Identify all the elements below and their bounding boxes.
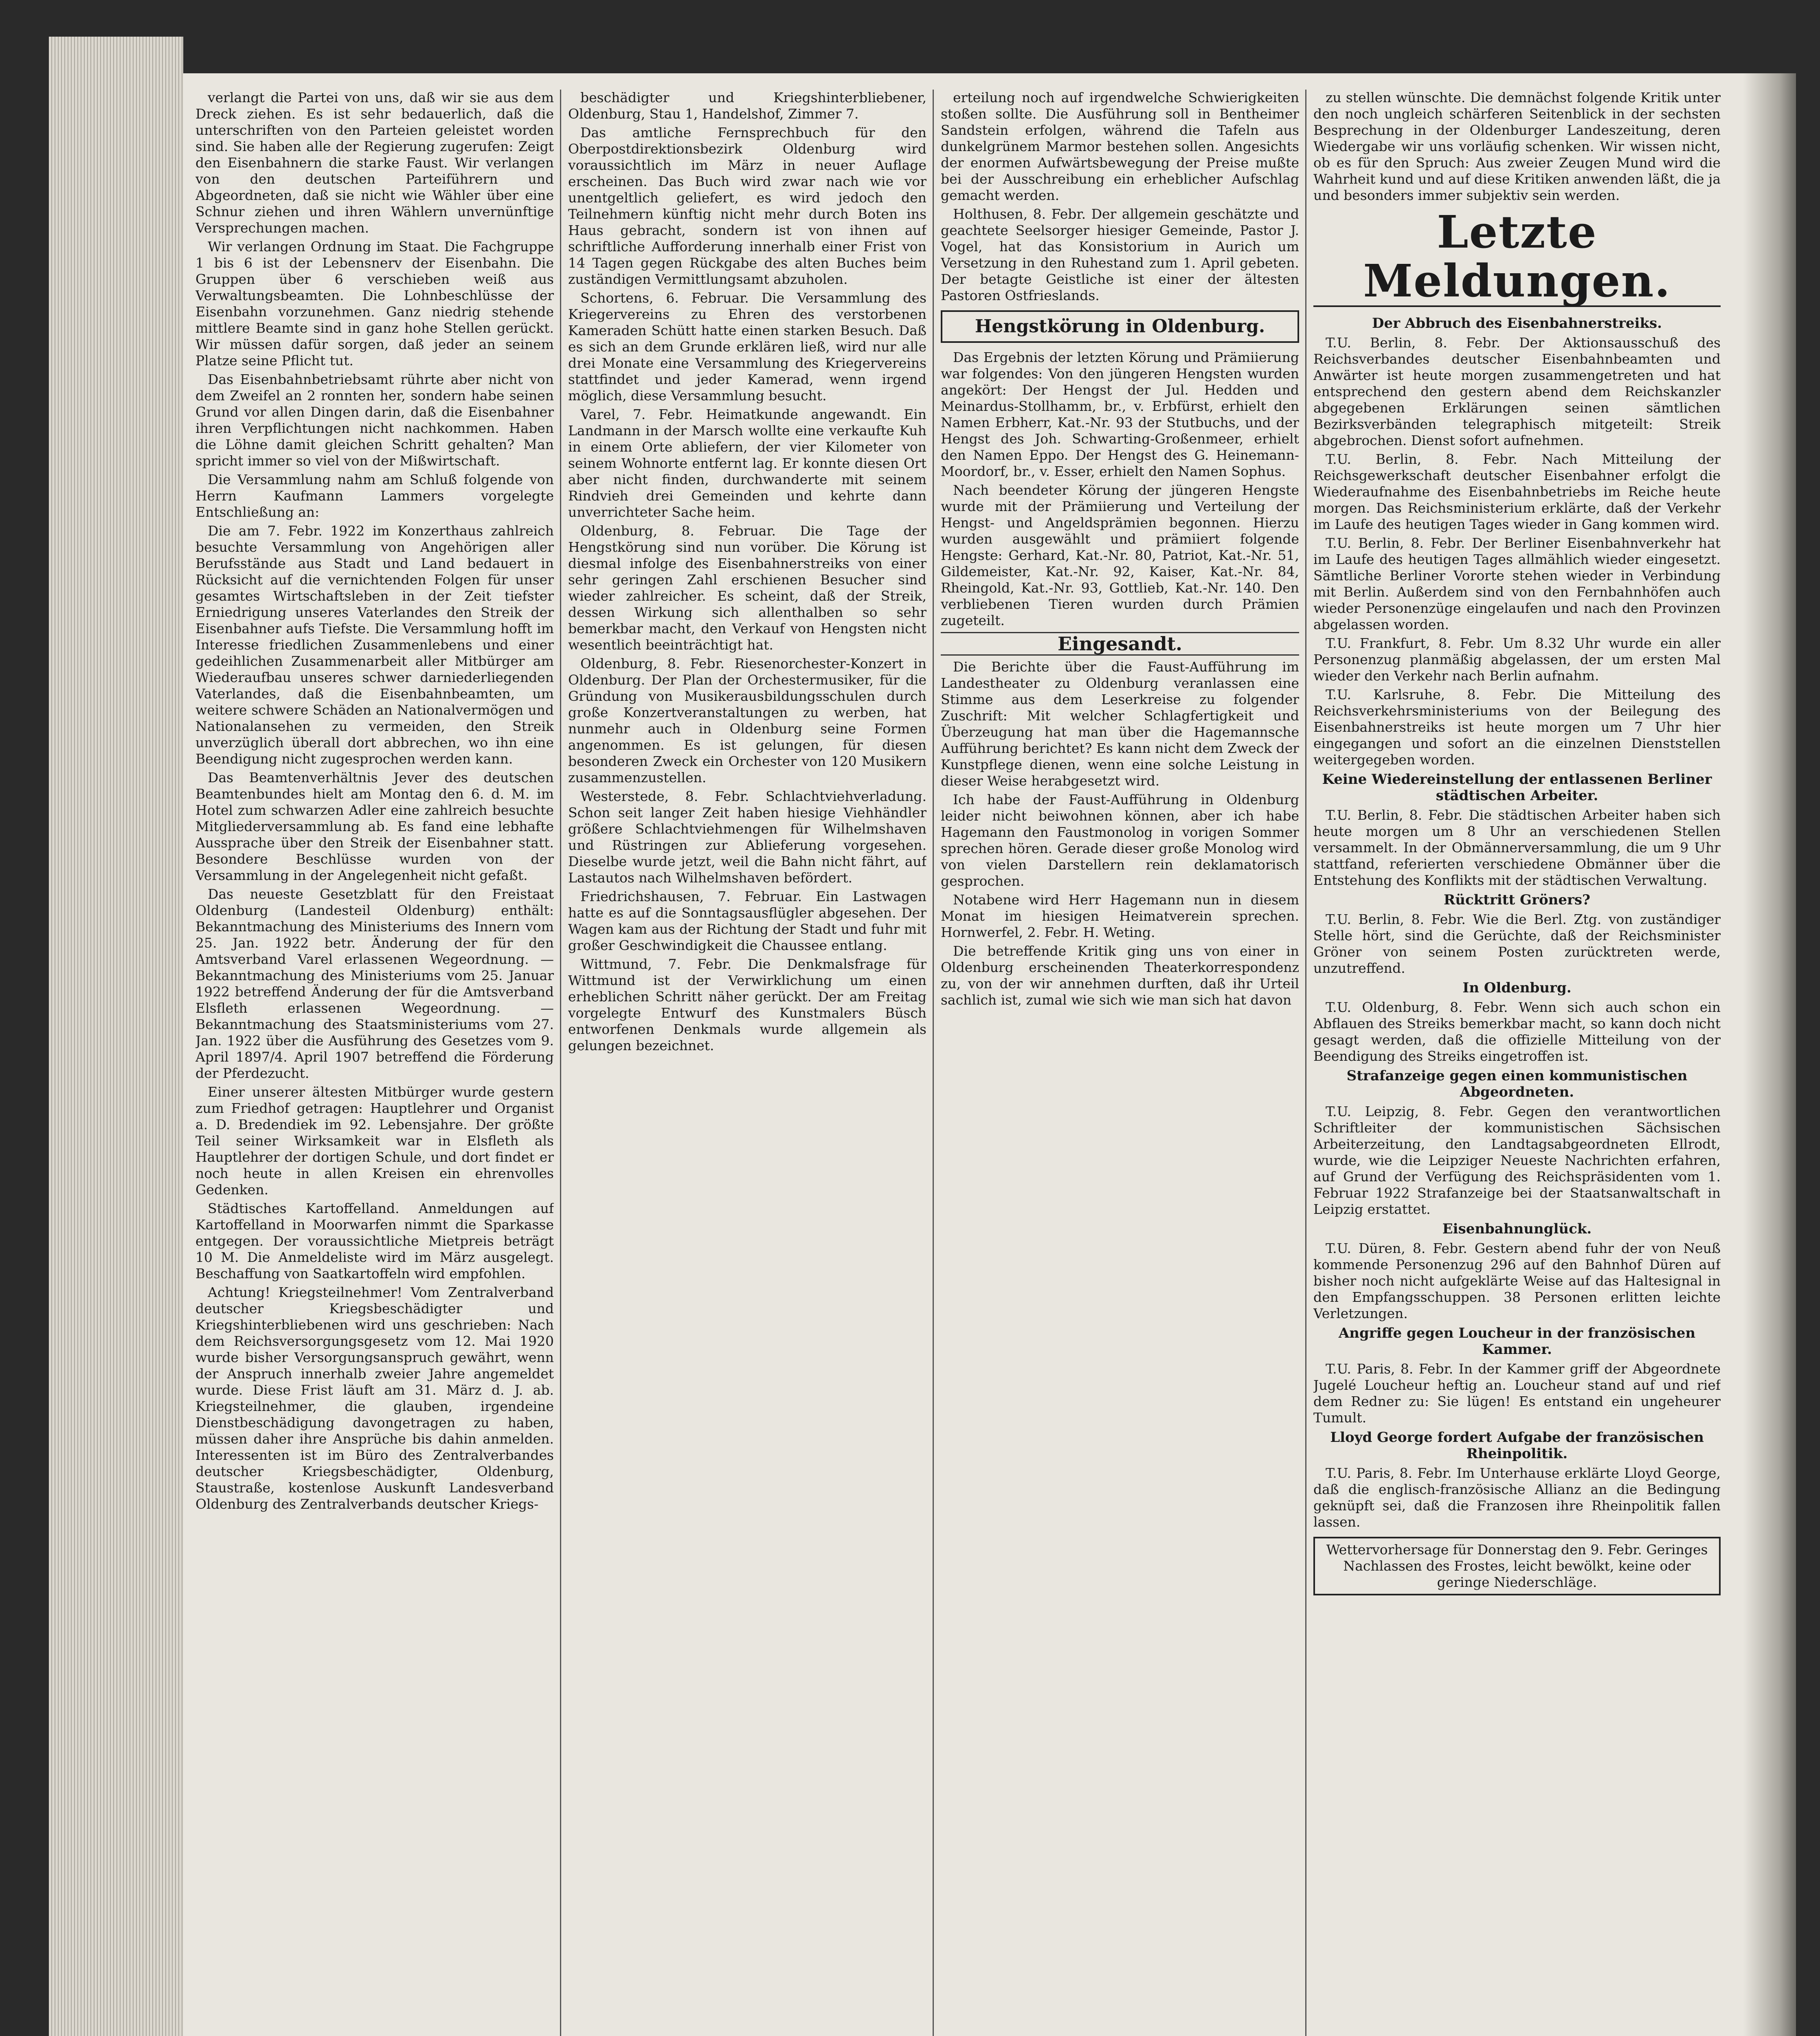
article-paragraph: beschädigter und Kriegshinterbliebener, Oldenburg, Stau 1, Handelshof, Zimmer 7. bbox=[568, 90, 926, 122]
article-paragraph: Varel, 7. Febr. Heimatkunde angewandt. Ein Landmann in der Marsch wollte eine verkaufte Kuh in einem Orte abliefern, der vier Kilometer von seinem Wohnorte entfernt lag. Er konnte diesen Ort aber nicht finden, durchwanderte mit seinem Rindvieh drei Gemeinden und kehrte dann unverrichteter Sache heim. bbox=[568, 406, 926, 520]
article-paragraph: erteilung noch auf irgendwelche Schwierigkeiten stoßen sollte. Die Ausführung soll in Bentheimer Sandstein erfolgen, während die Tafeln aus dunkelgrünem Marmor bestehen sollen. Angesichts der enormen Aufwärtsbewegung der Preise mußte bei der Ausschreibung ein erheblicher Aufschlag gemacht werden. bbox=[941, 90, 1299, 203]
news-item: T.U. Berlin, 8. Febr. Der Berliner Eisenbahnverkehr hat im Laufe des heutigen Tages allmählich wieder eingesetzt. Sämtliche Berliner Vororte stehen wieder in Verbindung mit Berlin. Außerdem sind von den Fernbahnhöfen auch wieder Personenzüge eingelaufen und nach den Provinzen abgelassen worden. bbox=[1313, 535, 1721, 632]
subheading: Angriffe gegen Loucheur in der französischen Kammer. bbox=[1338, 1325, 1696, 1358]
article-paragraph: Einer unserer ältesten Mitbürger wurde gestern zum Friedhof getragen: Hauptlehrer und Organist a. D. Bredendiek im 92. Lebensjahre. Der größte Teil seiner Wirksamkeit war in Elsfleth als Hauptlehrer der dortigen Schule, und dort findet er noch heute in allen Kreisen ein ehrenvolles Gedenken. bbox=[195, 1084, 554, 1198]
signature-paragraph: Notabene wird Herr Hagemann nun in diesem Monat im hiesigen Heimatverein sprechen. Hornwerfel, 2. Febr. H. Weting. bbox=[941, 892, 1299, 940]
article-paragraph: Das Beamtenverhältnis Jever des deutschen Beamtenbundes hielt am Montag den 6. d. M. im Hotel zum schwarzen Adler eine zahlreich besuchte Mitgliederversammlung ab. Es fand eine lebhafte Aussprache über den Streik der Eisenbahner statt. Besondere Beschlüsse wurden von der Versammlung in der Angelegenheit nicht gefaßt. bbox=[195, 770, 554, 883]
article-paragraph: Die Berichte über die Faust-Aufführung im Landestheater zu Oldenburg veranlassen eine Stimme aus dem Leserkreise zu folgender Zuschrift: Mit welcher Schlagfertigkeit und Überzeugung hat man über die Hagemannsche Aufführung berichtet? Es kann nicht dem Zweck der Kunstpflege dienen, wenn eine solche Leistung in dieser Weise herabgesetzt wird. bbox=[941, 659, 1299, 789]
subheading: Strafanzeige gegen einen kommunistischen Abgeordneten. bbox=[1346, 1068, 1688, 1100]
news-item: T.U. Berlin, 8. Febr. Die städtischen Arbeiter haben sich heute morgen um 8 Uhr an verschiedenen Stellen versammelt. In der Obmännerversammlung, die um 9 Uhr stattfand, referierten verschiedene Obmänner über die Entstehung des Konflikts mit der städtischen Verwaltung. bbox=[1313, 807, 1721, 888]
subheading: Lloyd George fordert Aufgabe der französischen Rheinpolitik. bbox=[1330, 1429, 1704, 1462]
news-item: T.U. Paris, 8. Febr. Im Unterhause erklärte Lloyd George, daß die englisch-französische Allianz an die Bedingung geknüpft sei, daß die Franzosen ihre Rheinpolitik fallen lassen. bbox=[1313, 1465, 1721, 1530]
news-item: T.U. Berlin, 8. Febr. Nach Mitteilung der Reichsgewerkschaft deutscher Eisenbahner erfolgt die Wiederaufnahme des Eisenbahnbetriebs im Reiche heute morgen. Das Reichsministerium erklärte, daß der Verkehr im Laufe des heutigen Tages wieder in Gang kommen wird. bbox=[1313, 451, 1721, 532]
news-item: T.U. Oldenburg, 8. Febr. Wenn sich auch schon ein Abflauen des Streiks bemerkbar macht, so kann doch nicht gesagt werden, daß die offizielle Mitteilung von der Beendigung des Streiks eingetroffen ist. bbox=[1313, 999, 1721, 1064]
column-2 bbox=[568, 90, 926, 2036]
article-paragraph: Das Eisenbahnbetriebsamt rührte aber nicht von dem Zweifel an 2 ronnten her, sondern habe seinen Grund vor allen Dingen darin, daß die Eisenbahner ihren Verpflichtungen nicht nachkommen. Haben die Löhne damit gleichen Schritt gehalten? Man spricht immer so viel von der Mißwirtschaft. bbox=[195, 371, 554, 469]
news-item: T.U. Düren, 8. Febr. Gestern abend fuhr der von Neuß kommende Personenzug 296 auf den Bahnhof Düren auf bisher noch nicht aufgeklärte Weise auf das Haltesignal in den Empfangsschuppen. 38 Personen erlitten leichte Verletzungen. bbox=[1313, 1240, 1721, 1321]
news-item: T.U. Berlin, 8. Febr. Der Aktionsausschuß des Reichsverbandes deutscher Eisenbahnbeamten und Anwärter ist heute morgen zusammengetreten und hat entsprechend den gestern abend dem Reichskanzler abgegebenen Erklärungen seinen sämtlichen Bezirksverbänden telegraphisch mitgeteilt: Streik abgebrochen. Dienst sofort aufnehmen. bbox=[1313, 335, 1721, 448]
newspaper-page bbox=[183, 73, 1796, 2036]
column-3 bbox=[941, 90, 1299, 2036]
page-stack-edge bbox=[49, 37, 183, 2036]
article-paragraph: Das neueste Gesetzblatt für den Freistaat Oldenburg (Landesteil Oldenburg) enthält: Bekanntmachung des Ministeriums des Innern vom 25. Jan. 1922 betr. Änderung der für den Amtsverband Varel erlassenen Wegeordnung. — Bekanntmachung des Ministeriums vom 25. Januar 1922 betreffend Änderung der für die Amtsverband Elsfleth erlassenen Wegeordnung. — Bekanntmachung des Staatsministeriums vom 27. Jan. 1922 über die Ausführung des Gesetzes vom 9. April 1897/4. April 1907 betreffend die Förderung der Pferdezucht. bbox=[195, 886, 554, 1081]
article-paragraph: Nach beendeter Körung der jüngeren Hengste wurde mit der Prämiierung und Verteilung der Hengst- und Angeldsprämien begonnen. Hierzu wurden ausgewählt und prämiiert folgende Hengste: Gerhard, Kat.-Nr. 80, Patriot, Kat.-Nr. 51, Gildemeister, Kat.-Nr. 92, Kaiser, Kat.-Nr. 84, Rheingold, Kat.-Nr. 93, Gottlieb, Kat.-Nr. 140. Den verbliebenen Tieren wurden durch Prämien zugeteilt. bbox=[941, 482, 1299, 628]
column-rule bbox=[560, 90, 561, 2036]
article-paragraph: Die Versammlung nahm am Schluß folgende von Herrn Kaufmann Lammers vorgelegte Entschließung an: bbox=[195, 472, 554, 520]
article-paragraph: verlangt die Partei von uns, daß wir sie aus dem Dreck ziehen. Es ist sehr bedauerlich, daß die unterschriften von den Parteien geleistet worden sind. Sie haben alle der Regierung zugerufen: Zeigt den Eisenbahnern die starke Faust. Wir verlangen von den deutschen Parteiführern und Abgeordneten, daß sie nicht wie Wähler über eine Schnur ziehen und ihren Wählern unvernünftige Versprechungen machen. bbox=[195, 90, 554, 236]
news-item: T.U. Leipzig, 8. Febr. Gegen den verantwortlichen Schriftleiter der kommunistischen Sächsischen Arbeiterzeitung, den Landtagsabgeordneten Ellrodt, wurde, wie die Leipziger Neueste Nachrichten erfahren, auf Grund der Verfügung des Reichspräsidenten vom 1. Februar 1922 Strafanzeige bei der Staatsanwaltschaft in Leipzig erstattet. bbox=[1313, 1104, 1721, 1217]
news-item: T.U. Frankfurt, 8. Febr. Um 8.32 Uhr wurde ein aller Personenzug planmäßig abgelassen, der um ersten Mal wieder den Verkehr nach Berlin aufnahm. bbox=[1313, 635, 1721, 684]
news-item: T.U. Paris, 8. Febr. In der Kammer griff der Abgeordnete Jugelé Loucheur heftig an. Loucheur stand auf und rief dem Redner zu: Sie lügen! Es entstand ein ungeheurer Tumult. bbox=[1313, 1361, 1721, 1426]
article-paragraph: Wir verlangen Ordnung im Staat. Die Fachgruppe 1 bis 6 ist der Lebensnerv der Eisenbahn. Die Gruppen über 6 verschieben weiß aus Verwaltungsbeamten. Die Lohnbeschlüsse der Eisenbahn vorzunehmen. Ganz niedrig stehende mittlere Beamte sind in ganz hohe Stellen gerückt. Wir müssen dafür sorgen, daß jeder an seinem Platze seine Pflicht tut. bbox=[195, 239, 554, 369]
subheading: Der Abbruch des Eisenbahnerstreiks. bbox=[1372, 315, 1662, 331]
column-4 bbox=[1313, 90, 1721, 2036]
article-paragraph: Achtung! Kriegsteilnehmer! Vom Zentralverband deutscher Kriegsbeschädigter und Kriegshinterbliebenen wird uns geschrieben: Nach dem Reichsversorgungsgesetz vom 12. Mai 1920 wurde bisher Versorgungsanspruch gewährt, wenn der Anspruch innerhalb zweier Jahre angemeldet wurde. Diese Frist läuft am 31. März d. J. ab. Kriegsteilnehmer, die glauben, irgendeine Dienstbeschädigung davongetragen zu haben, müssen daher ihre Ansprüche bis dahin anmelden. Interessenten ist im Büro des Zentralverbandes deutscher Kriegsbeschädigter, Oldenburg, Staustraße, kostenlose Auskunft Landesverband Oldenburg des Zentralverbands deutscher Kriegs- bbox=[195, 1284, 554, 1512]
column-rule bbox=[933, 90, 934, 2036]
subheading: Eisenbahnunglück. bbox=[1442, 1221, 1592, 1237]
article-paragraph: Westerstede, 8. Febr. Schlachtviehverladung. Schon seit langer Zeit haben hiesige Viehhändler größere Schlachtviehmengen für Wilhelmshaven und Rüstringen zur Ablieferung vorgesehen. Dieselbe wurde jetzt, weil die Bahn nicht fährt, auf Lastautos nach Wilhelmshaven befördert. bbox=[568, 788, 926, 886]
article-paragraph: Das amtliche Fernsprechbuch für den Oberpostdirektionsbezirk Oldenburg wird voraussichtlich im März in neuer Auflage erscheinen. Das Buch wird zwar nach wie vor unentgeltlich geliefert, es wird jedoch den Teilnehmern künftig nicht mehr durch Boten ins Haus gebracht, sondern ist von ihnen auf schriftliche Aufforderung innerhalb einer Frist von 14 Tagen gegen Rückgabe des alten Buches beim zuständigen Vermittlungsamt abzuholen. bbox=[568, 125, 926, 287]
subheading: Rücktritt Gröners? bbox=[1444, 892, 1590, 908]
news-item: T.U. Karlsruhe, 8. Febr. Die Mitteilung des Reichsverkehrsministeriums von der Beilegung des Eisenbahnerstreiks ist heute morgen um 7 Uhr hier eingegangen und sofort an die einzelnen Dienststellen weitergegeben worden. bbox=[1313, 687, 1721, 768]
article-paragraph: Die betreffende Kritik ging uns von einer in Oldenburg erscheinenden Theaterkorrespondenz zu, von der wir annehmen durften, daß ihr Urteil sachlich ist, zumal wie sich wie man sich hat davon bbox=[941, 943, 1299, 1008]
article-paragraph: Oldenburg, 8. Febr. Riesenorchester-Konzert in Oldenburg. Der Plan der Orchestermusiker, für die Gründung von Musikerausbildungsschulen durch große Konzertveranstaltungen zu werben, hat nunmehr auch in Oldenburg seine Formen angenommen. Es ist gelungen, für diesen besonderen Zweck ein Orchester von 120 Musikern zusammenzustellen. bbox=[568, 656, 926, 785]
section-heading-hengstkoerung: Hengstkörung in Oldenburg. bbox=[941, 310, 1299, 343]
book-spine-shadow bbox=[1743, 73, 1796, 2036]
article-paragraph: Städtisches Kartoffelland. Anmeldungen auf Kartoffelland in Moorwarfen nimmt die Sparkasse entgegen. Der voraussichtliche Mietpreis beträgt 10 M. Die Anmeldeliste wird im März ausgelegt. Beschaffung von Saatkartoffeln wird empfohlen. bbox=[195, 1200, 554, 1281]
section-heading-eingesandt: Eingesandt. bbox=[941, 632, 1299, 656]
article-paragraph: Holthusen, 8. Febr. Der allgemein geschätzte und geachtete Seelsorger hiesiger Gemeinde, Pastor J. Vogel, hat das Konsistorium in Aurich um Versetzung in den Ruhestand zum 1. April gebeten. Der betagte Geistliche ist einer der ältesten Pastoren Ostfrieslands. bbox=[941, 206, 1299, 303]
article-paragraph: Das Ergebnis der letzten Körung und Prämiierung war folgendes: Von den jüngeren Hengsten wurden angekört: Der Hengst der Jul. Hedden und Meinardus-Stollhamm, br., v. Erbfürst, erhielt den Namen Erbherr, Kat.-Nr. 93 der Stutbuchs, und der Hengst des Joh. Schwarting-Großenmeer, erhielt den Namen Eppo. Der Hengst des G. Heinemann-Moordorf, br., v. Esser, erhielt den Namen Sophus. bbox=[941, 349, 1299, 479]
article-paragraph: Wittmund, 7. Febr. Die Denkmalsfrage für Wittmund ist der Verwirklichung um einen erheblichen Schritt näher gerückt. Der am Freitag vorgelegte Entwurf des Kunstmalers Büsch entworfenen Denkmals wurde allgemein als gelungen bezeichnet. bbox=[568, 956, 926, 1053]
article-paragraph: zu stellen wünschte. Die demnächst folgende Kritik unter den noch ungleich schärferen Seitenblick in der sechsten Besprechung in der Oldenburger Landeszeitung, deren Wiedergabe wir uns vorläufig schenken. Wir wissen nicht, ob es für den Spruch: Aus zweier Zeugen Mund wird die Wahrheit kund und auf diese Kritiken anwenden läßt, die ja und besonders immer subjektiv sein werden. bbox=[1313, 90, 1721, 203]
subheading: Keine Wiedereinstellung der entlassenen Berliner städtischen Arbeiter. bbox=[1322, 771, 1712, 804]
headline-letzte-meldungen: Letzte Meldungen. bbox=[1313, 208, 1721, 307]
weather-forecast: Wettervorhersage für Donnerstag den 9. Febr. Geringes Nachlassen des Frostes, leicht bewölkt, keine oder geringe Niederschläge. bbox=[1313, 1537, 1721, 1595]
resolution-paragraph: Die am 7. Febr. 1922 im Konzerthaus zahlreich besuchte Versammlung von Angehörigen aller Berufsstände aus Stadt und Land bedauert in Rücksicht auf die vernichtenden Folgen für unser gesamtes Wirtschaftsleben in der Zeit tiefster Erniedrigung unseres Vaterlandes den Streik der Eisenbahner aufs Tiefste. Die Versammlung hofft im Interesse friedlichen Zusammenlebens und einer gedeihlichen Zusammenarbeit aller Mitbürger am Wiederaufbau unseres schwer darniederliegenden Vaterlandes, daß die Eisenbahnbeamten, um weitere schwere Schäden an Nationalvermögen und Nationalansehen zu vermeiden, den Streik unverzüglich überall dort abbrechen, wo ihn eine Beendigung nicht zugesprochen werden kann. bbox=[195, 523, 554, 767]
subheading: In Oldenburg. bbox=[1462, 980, 1572, 996]
news-item: T.U. Berlin, 8. Febr. Wie die Berl. Ztg. von zuständiger Stelle hört, sind die Gerüchte, daß der Reichsminister Gröner von seinem Posten zurücktreten werde, unzutreffend. bbox=[1313, 911, 1721, 976]
article-paragraph: Schortens, 6. Februar. Die Versammlung des Kriegervereins zu Ehren des verstorbenen Kameraden Schütt hatte einen starken Besuch. Daß es sich an dem Grunde erklären ließ, wird nur alle drei Monate eine Versammlung des Kriegervereins stattfindet und jeder Kamerad, wenn irgend möglich, diese Versammlung besucht. bbox=[568, 290, 926, 404]
column-1 bbox=[195, 90, 554, 2036]
article-paragraph: Ich habe der Faust-Aufführung in Oldenburg leider nicht beiwohnen können, aber ich habe Hagemann den Faustmonolog in vorigen Sommer sprechen hören. Gerade dieser große Monolog wird von vielen Darstellern rein deklamatorisch gesprochen. bbox=[941, 792, 1299, 889]
column-rule bbox=[1305, 90, 1306, 2036]
article-paragraph: Oldenburg, 8. Februar. Die Tage der Hengstkörung sind nun vorüber. Die Körung ist diesmal infolge des Eisenbahnerstreiks von einer sehr geringen Zahl erschienen Besucher sind wieder zahlreicher. Es scheint, daß der Streik, dessen Wirkung sich allenthalben so sehr bemerkbar macht, den Verkauf von Hengsten nicht wesentlich beeinträchtigt hat. bbox=[568, 523, 926, 653]
article-paragraph: Friedrichshausen, 7. Februar. Ein Lastwagen hatte es auf die Sonntagsausflügler abgesehen. Der Wagen kam aus der Richtung der Stadt und fuhr mit großer Geschwindigkeit die Chaussee entlang. bbox=[568, 889, 926, 953]
